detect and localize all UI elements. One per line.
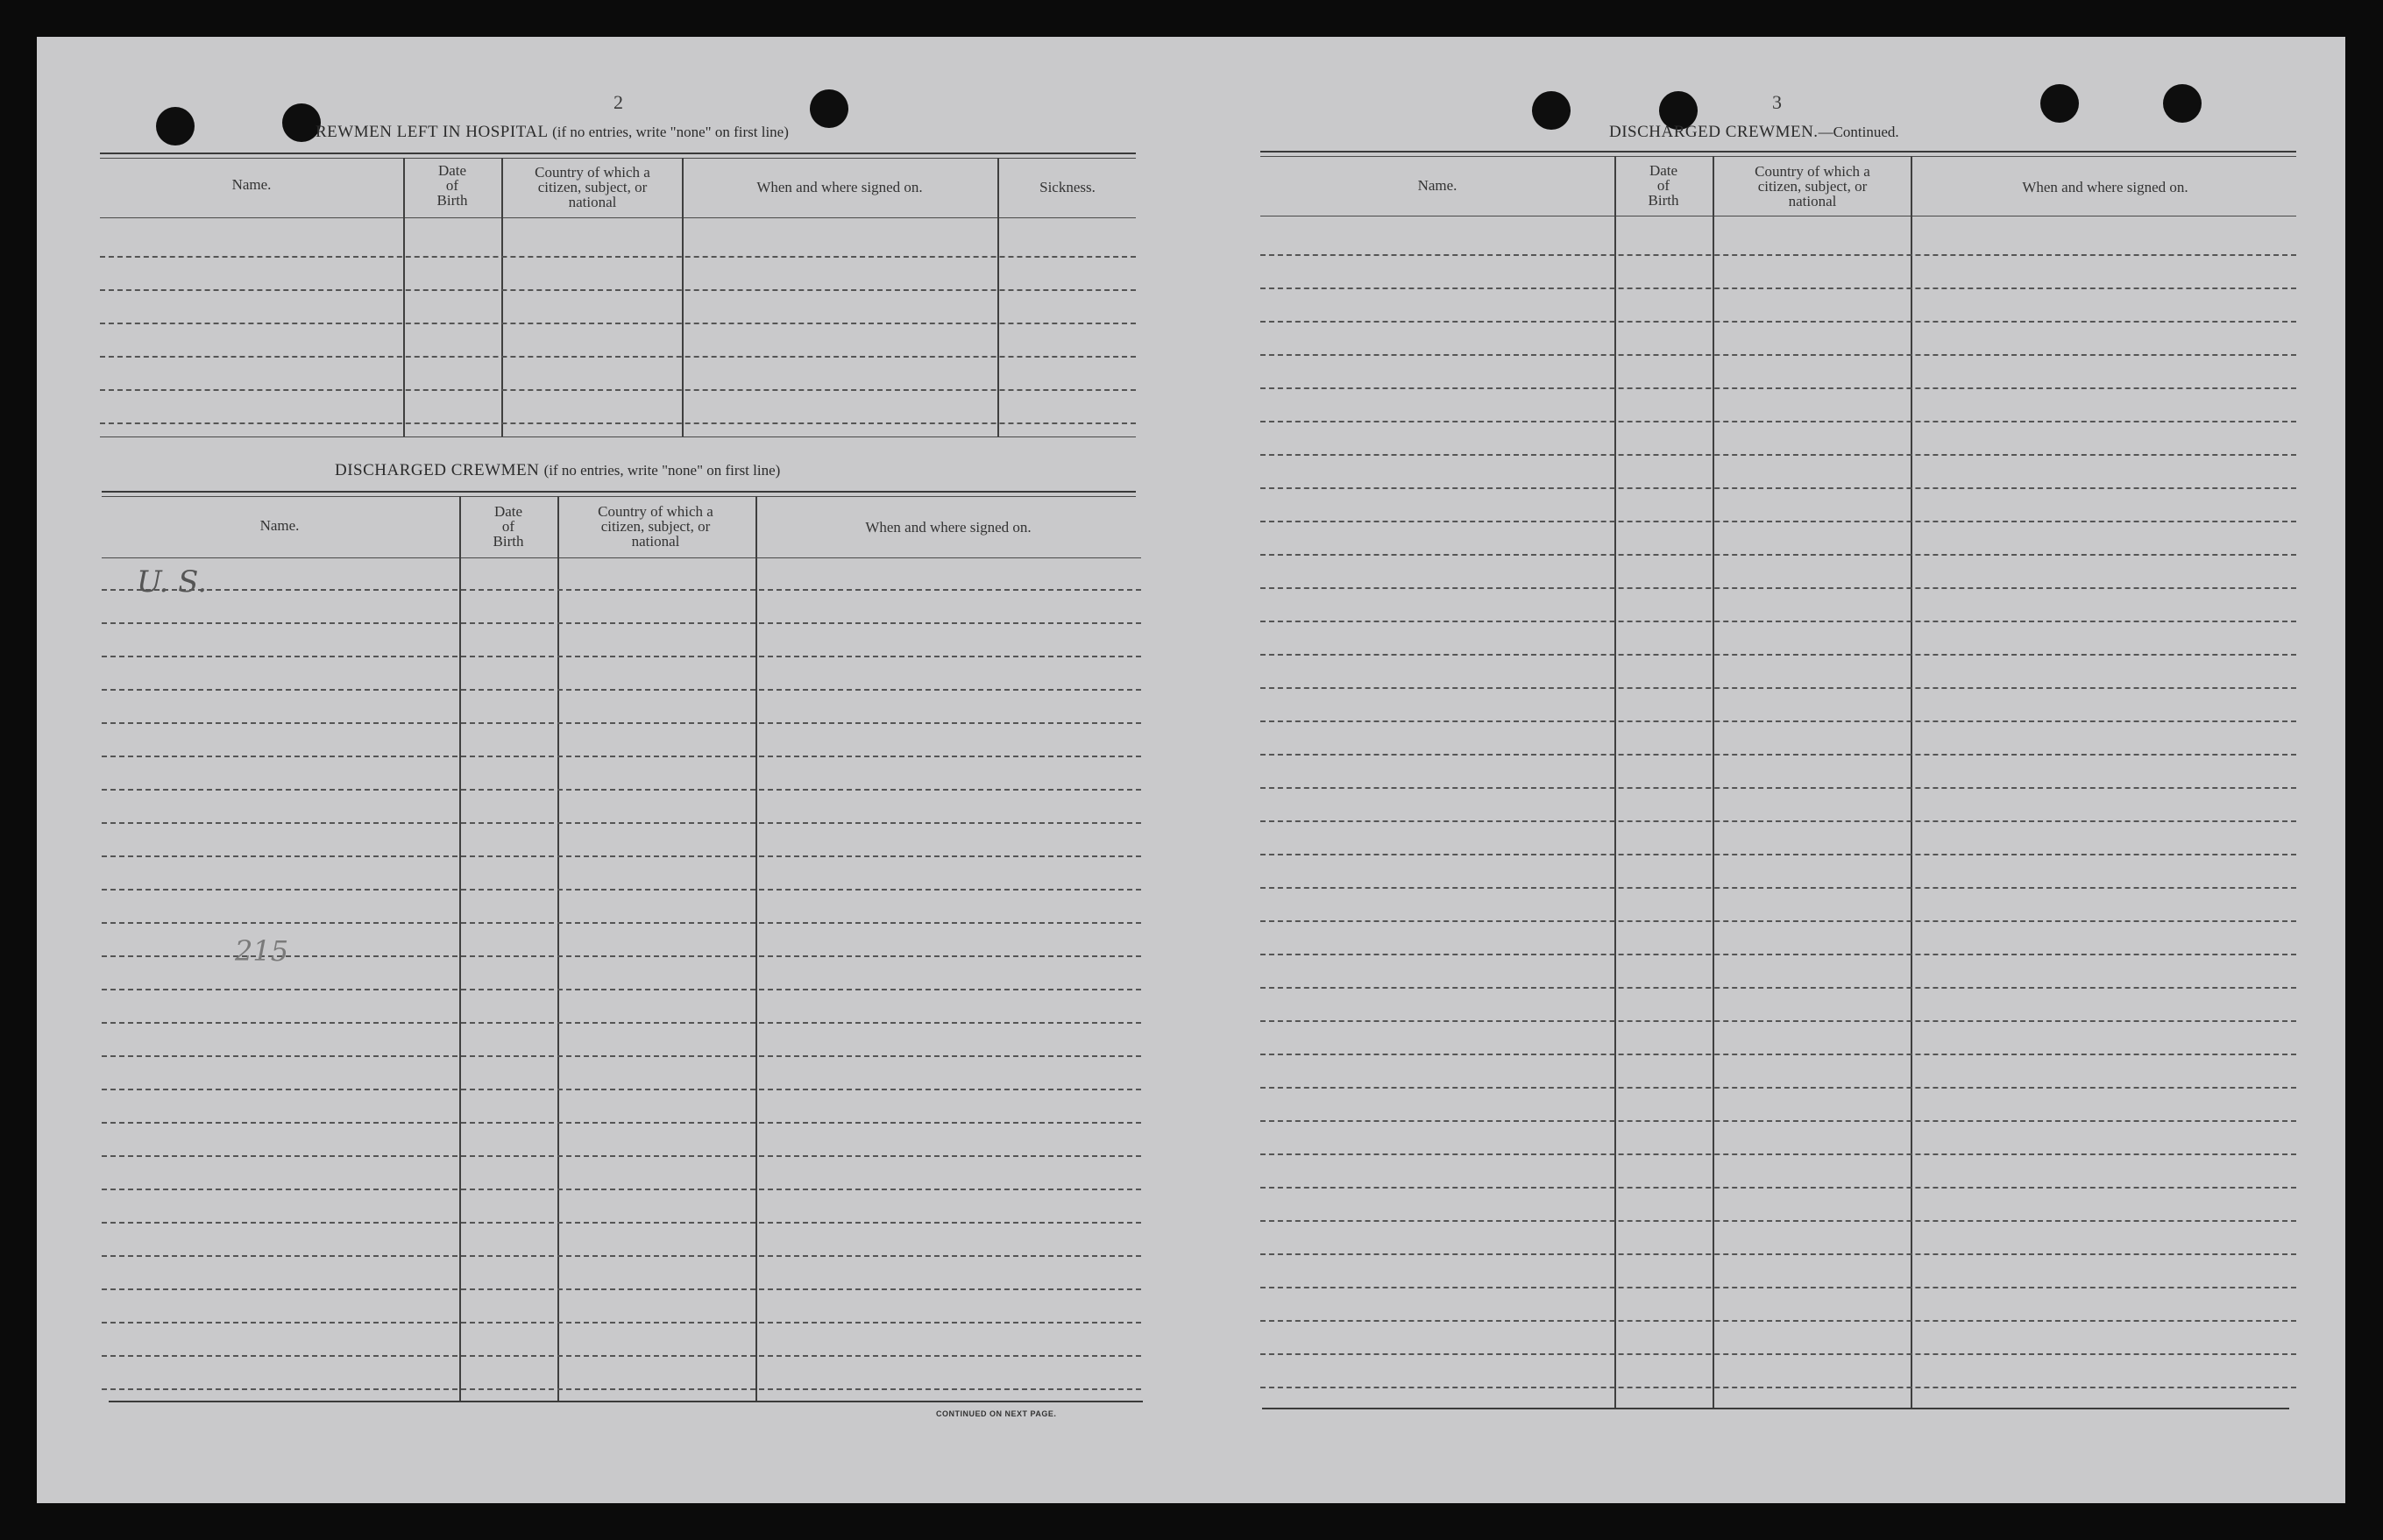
ruled-entry-line [1260,454,2296,456]
hospital-divider [997,158,999,436]
discharged-divider [459,496,461,1401]
hospital-col-name: Name. [231,176,272,193]
right-col-dob: Date of Birth [1648,162,1679,209]
ruled-entry-line [1260,954,2296,955]
right-col-name: Name. [1417,177,1457,194]
ruled-entry-line [102,589,1141,591]
ruled-entry-line [1260,1120,2296,1122]
ruled-entry-line [1260,1054,2296,1055]
handwritten-number: 215 [235,934,289,968]
hospital-section-title [316,123,789,142]
ruled-entry-line [1260,654,2296,656]
ruled-entry-line [1260,1220,2296,1222]
ruled-entry-line [102,822,1141,824]
hospital-top-rule [100,153,1136,154]
page-number-right: 3 [1772,91,1782,113]
ruled-entry-line [1260,587,2296,589]
ruled-entry-line [1260,1320,2296,1322]
ruled-entry-line [100,389,1136,391]
hospital-col-when-where: When and where signed on. [756,179,923,195]
ruled-entry-line [102,1355,1141,1357]
ruled-entry-line [102,1122,1141,1124]
ruled-entry-line [1260,720,2296,722]
ruled-entry-line [1260,920,2296,922]
ruled-entry-line [102,622,1141,624]
ruled-entry-line [1260,1253,2296,1255]
ruled-entry-line [1260,1153,2296,1155]
ruled-entry-line [102,1388,1141,1390]
hospital-header-rule [100,217,1136,218]
hospital-divider [403,158,405,436]
ruled-entry-line [1260,421,2296,422]
ruled-entry-line [1260,1287,2296,1288]
discharged-col-country: Country of which a citizen, subject, or national [598,503,713,550]
ruled-entry-line [1260,387,2296,389]
punch-hole [2040,84,2079,123]
discharged-divider [557,496,559,1401]
right-col-when-where: When and where signed on. [2022,179,2188,195]
hospital-title-text: REWMEN LEFT IN HOSPITAL [316,123,548,141]
ruled-entry-line [102,1222,1141,1224]
ruled-entry-line [1260,754,2296,756]
ruled-entry-line [102,722,1141,724]
ruled-entry-line [102,1022,1141,1024]
ruled-entry-line [1260,887,2296,889]
ruled-entry-line [1260,854,2296,855]
ruled-entry-line [102,1089,1141,1090]
discharged-instruction: (if no entries, write "none" on first line) [543,462,781,479]
right-title-text: DISCHARGED CREWMEN. [1609,123,1819,141]
hospital-col-sickness: Sickness. [1039,179,1096,195]
right-title-continued: —Continued. [1818,124,1899,140]
ruled-entry-line [1260,487,2296,489]
ruled-entry-line [102,689,1141,691]
ruled-entry-line [102,1055,1141,1057]
ruled-entry-line [100,356,1136,358]
ruled-entry-line [1260,1353,2296,1355]
ruled-entry-line [102,855,1141,857]
ruled-entry-line [1260,1087,2296,1089]
punch-hole [2163,84,2202,123]
right-section-title [1609,123,1899,142]
ruled-entry-line [102,989,1141,990]
discharged-divider [755,496,757,1401]
ruled-entry-line [100,422,1136,424]
ruled-entry-line [102,1322,1141,1324]
right-top-rule [1260,151,2296,153]
ruled-entry-line [1260,1187,2296,1189]
ruled-entry-line [1260,1387,2296,1388]
punch-hole [156,107,195,145]
right-col-country: Country of which a citizen, subject, or national [1755,163,1870,209]
right-top-rule-2 [1260,156,2296,157]
hospital-divider [501,158,503,436]
ruled-entry-line [102,756,1141,757]
hospital-col-dob: Date of Birth [436,162,468,209]
hospital-bottom-rule [100,436,1136,437]
ruled-entry-line [102,789,1141,791]
continued-on-next-page: CONTINUED ON NEXT PAGE. [936,1409,1057,1418]
hospital-instruction: (if no entries, write "none" on first line) [552,124,789,140]
ruled-entry-line [102,656,1141,657]
discharged-bottom-rule [109,1401,1143,1402]
ruled-entry-line [102,1189,1141,1190]
handwritten-entry: U. S. [137,564,208,600]
ruled-entry-line [102,1288,1141,1290]
hospital-divider [682,158,684,436]
ruled-entry-line [1260,554,2296,556]
ruled-entry-line [100,323,1136,324]
discharged-col-dob: Date of Birth [493,503,524,550]
discharged-col-name: Name. [259,517,300,534]
ruled-entry-line [1260,1020,2296,1022]
punch-hole [810,89,848,128]
discharged-top-rule-2 [102,496,1136,497]
ruled-entry-line [1260,254,2296,256]
ruled-entry-line [102,1155,1141,1157]
hospital-col-country: Country of which a citizen, subject, or national [535,164,650,210]
ruled-entry-line [100,256,1136,258]
ruled-entry-line [1260,321,2296,323]
ruled-entry-line [1260,521,2296,522]
ruled-entry-line [102,889,1141,891]
ruled-entry-line [1260,687,2296,689]
page-number-left: 2 [613,91,623,113]
ruled-entry-line [1260,820,2296,822]
ruled-entry-line [1260,287,2296,289]
ruled-entry-line [1260,987,2296,989]
punch-hole [1532,91,1571,130]
ruled-entry-line [102,922,1141,924]
ruled-entry-line [1260,621,2296,622]
right-bottom-rule [1262,1408,2289,1409]
discharged-col-when-where: When and where signed on. [865,519,1032,536]
ruled-entry-line [1260,787,2296,789]
hospital-top-rule-2 [100,158,1136,159]
discharged-title-text: DISCHARGED CREWMEN [335,461,540,479]
ruled-entry-line [1260,354,2296,356]
discharged-top-rule [102,491,1136,493]
ruled-entry-line [102,1255,1141,1257]
discharged-header-rule [102,557,1141,558]
discharged-section-title [335,461,780,480]
ruled-entry-line [100,289,1136,291]
